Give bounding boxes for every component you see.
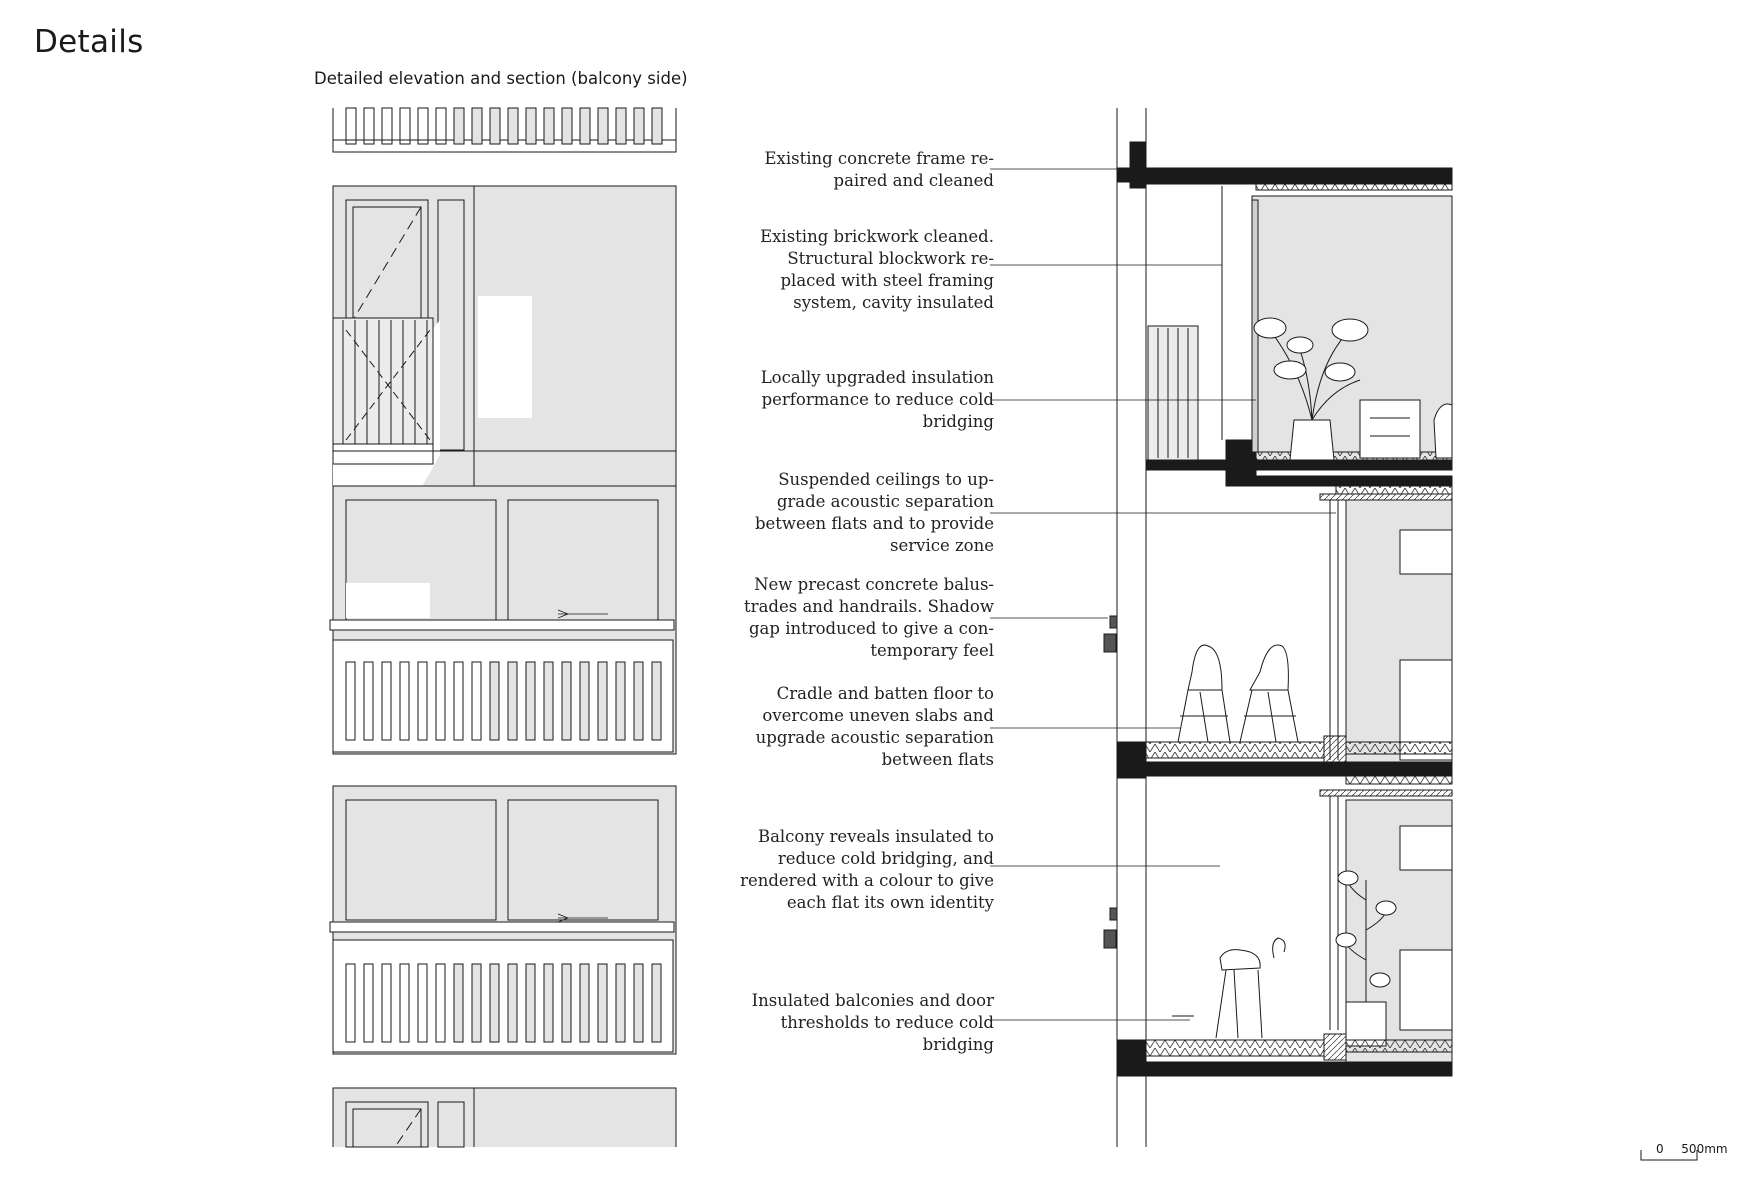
annotation-line: bridging [922,1035,994,1054]
annotation-line: temporary feel [870,641,994,660]
annotation-line: Existing brickwork cleaned. [760,227,994,246]
annotation-insulated-balconies [734,990,994,1056]
elevation-balcony-3 [330,786,676,1054]
annotation-line: service zone [890,536,994,555]
drawing-subtitle: Detailed elevation and section (balcony side) [314,69,688,88]
annotation-cradle-batten [734,683,994,771]
annotation-line: upgrade acoustic separation [755,728,994,747]
chair-illustration [1178,645,1298,742]
annotation-line: overcome uneven slabs and [762,706,994,725]
scale-bar-labels [1656,1142,1728,1156]
annotation-line: placed with steel framing [780,271,994,290]
annotation-insulation [734,367,994,433]
elevation-bottom-partial [333,1088,676,1147]
annotation-line: bridging [922,412,994,431]
annotation-suspended-ceilings [734,469,994,557]
annotation-line: Structural blockwork re- [787,249,994,268]
annotation-line: trades and handrails. Shadow [744,597,994,616]
annotation-line: thresholds to reduce cold [780,1013,994,1032]
annotation-line: New precast concrete balus- [754,575,994,594]
chair-illustration [1216,938,1285,1038]
annotation-line: each flat its own identity [786,893,994,912]
annotation-line: between flats [881,750,994,769]
elevation-top-balcony [333,108,676,152]
annotation-line: grade acoustic separation [776,492,994,511]
annotation-line: Existing concrete frame re- [764,149,994,168]
annotation-line: Insulated balconies and door [751,991,994,1010]
balcony-elevation [330,108,676,1147]
balcony-section [1104,108,1452,1147]
annotation-line: Balcony reveals insulated to [757,827,994,846]
annotation-line: Locally upgraded insulation [760,368,994,387]
annotation-line: rendered with a colour to give [740,871,994,890]
annotation-brickwork [734,226,994,314]
annotation-balustrades [734,574,994,662]
annotation-balcony-reveals [734,826,994,914]
annotation-line: paired and cleaned [833,171,994,190]
annotation-line: performance to reduce cold [761,390,994,409]
annotation-line: gap introduced to give a con- [748,619,994,638]
scale-length: 500mm [1681,1142,1728,1156]
page-title: Details [34,24,144,60]
annotation-line: Suspended ceilings to up- [778,470,994,489]
annotation-concrete-frame [734,148,994,192]
annotation-line: system, cavity insulated [793,293,994,312]
annotation-line: between flats and to provide [754,514,994,533]
elevation-balcony-2 [330,486,676,754]
annotation-line: reduce cold bridging, and [777,849,994,868]
scale-zero: 0 [1656,1142,1664,1156]
annotation-line: Cradle and batten floor to [776,684,994,703]
